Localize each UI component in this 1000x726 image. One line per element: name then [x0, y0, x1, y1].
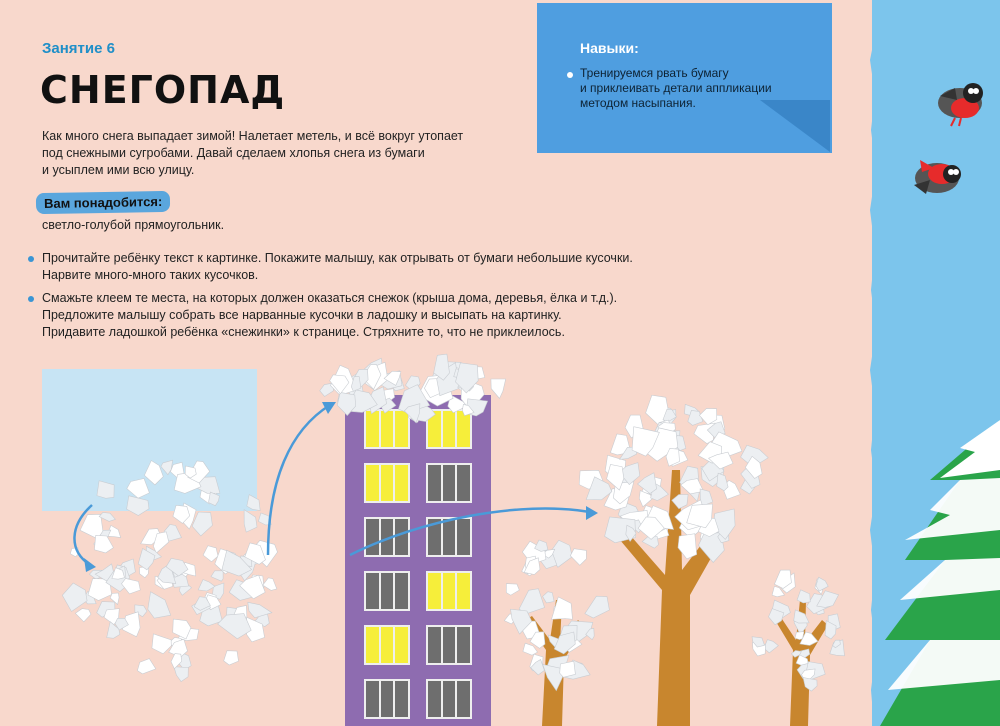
skills-title: Навыки:	[580, 40, 639, 56]
snowflake-paper-icon	[198, 580, 215, 592]
snowflake-paper-icon	[144, 461, 163, 485]
instruction-line: Прочитайте ребёнку текст к картинке. Покажите малышу, как отрывать от бумаги небольшие кусочки.	[42, 251, 633, 265]
snowflake-paper-icon	[816, 577, 828, 591]
building-window	[427, 626, 471, 664]
snowflake-paper-icon	[552, 597, 573, 619]
snowflake-paper-icon	[247, 495, 260, 511]
apartment-building	[345, 395, 491, 726]
building-window	[427, 680, 471, 718]
snowflake-paper-icon	[797, 590, 810, 603]
spruce-tree	[880, 420, 1000, 726]
snowflake-paper-icon	[97, 481, 114, 499]
snowflake-paper-icon	[75, 609, 91, 622]
snowflake-paper-icon	[244, 510, 257, 532]
snowflake-paper-icon	[62, 583, 87, 612]
lesson-number: Занятие 6	[42, 40, 115, 57]
snowflake-paper-icon	[127, 479, 150, 499]
building-window	[427, 464, 471, 502]
snowflake-paper-icon	[248, 602, 272, 618]
intro-line: под снежными сугробами. Давай сделаем хлопья снега из бумаги	[42, 146, 425, 160]
building-window	[365, 464, 409, 502]
snowflake-paper-icon	[80, 514, 103, 539]
snowflake-paper-icon	[209, 492, 220, 506]
snowflake-paper-icon	[122, 579, 141, 594]
snowflake-paper-icon	[224, 651, 239, 665]
building-window	[365, 626, 409, 664]
snowflake-paper-icon	[211, 571, 223, 581]
skills-line: Тренируемся рвать бумагу	[580, 66, 729, 80]
bullfinch-bird-icon	[914, 160, 961, 194]
building-window	[365, 680, 409, 718]
snowflake-paper-icon	[263, 578, 277, 591]
snowflake-paper-icon	[127, 496, 149, 516]
materials-text: светло-голубой прямоугольник.	[42, 218, 225, 232]
snowflake-paper-icon	[700, 489, 713, 506]
building-window	[427, 572, 471, 610]
building-window	[365, 572, 409, 610]
snowflake-paper-icon	[519, 589, 545, 614]
page-title: СНЕГОПАД	[40, 68, 286, 112]
snowflake-paper-icon	[148, 592, 171, 619]
snowflake-paper-icon	[506, 584, 519, 596]
snowflake-paper-icon	[560, 661, 576, 677]
snowflake-paper-icon	[174, 667, 188, 682]
snowflake-paper-icon	[491, 379, 506, 399]
snowflake-paper-icon	[585, 596, 610, 618]
intro-line: Как много снега выпадает зимой! Налетает метель, и всё вокруг утопает	[42, 129, 464, 143]
instruction-line: Придавите ладошкой ребёнка «снежинки» к странице. Стряхните то, что не приклеилось.	[42, 325, 565, 339]
snowflake-paper-icon	[764, 640, 779, 653]
instruction-line: Смажьте клеем те места, на которых должен оказаться снежок (крыша дома, деревья, ёлка и т.д.).	[42, 291, 618, 305]
instruction-line: Нарвите много-много таких кусочков.	[42, 268, 259, 282]
snowflake-paper-icon	[152, 634, 171, 654]
snowflake-paper-icon	[137, 659, 155, 674]
building-window	[365, 518, 409, 556]
instruction-line: Предложите малышу собрать все нарванные кусочки в ладошку и высыпать на картинку.	[42, 308, 562, 322]
snowflake-paper-icon	[171, 654, 182, 669]
snowflake-paper-icon	[94, 536, 113, 553]
intro-line: и усыплем ими всю улицу.	[42, 163, 195, 177]
skills-line: методом насыпания.	[580, 96, 696, 110]
snowflake-paper-icon	[795, 632, 804, 640]
materials-label: Вам понадобится:	[36, 191, 171, 214]
snowflake-paper-icon	[543, 592, 555, 603]
building-window	[365, 410, 409, 448]
snowflake-paper-icon	[717, 473, 728, 491]
bullfinch-bird-icon	[938, 83, 983, 126]
skills-line: и приклеивать детали аппликации	[580, 81, 772, 95]
snowflake-paper-icon	[203, 546, 218, 562]
snowflake-paper-icon	[570, 549, 586, 566]
snowflake-paper-icon	[192, 512, 212, 536]
